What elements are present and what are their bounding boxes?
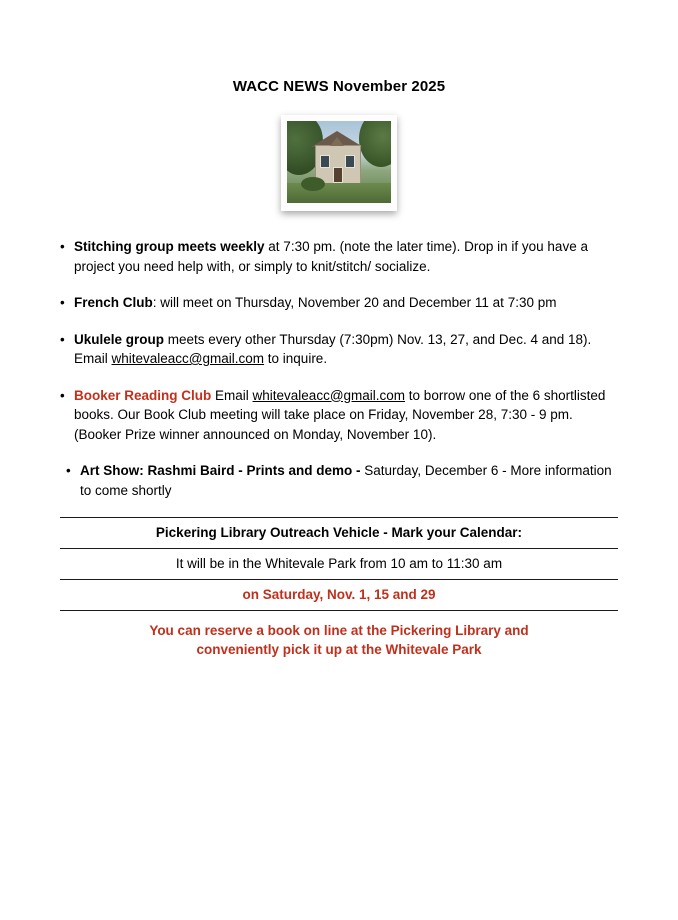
email-link[interactable]: whitevaleacc@gmail.com bbox=[252, 387, 406, 403]
email-link[interactable]: whitevaleacc@gmail.com bbox=[111, 351, 265, 366]
list-item-text bbox=[80, 461, 618, 500]
list-item-lead: Ukulele group bbox=[74, 331, 165, 347]
list-item-body: at 7:30 pm. (note the later time). Drop in if you have a project you need help with, or simply to knit/stitch/ socialize. bbox=[74, 239, 588, 274]
list-item bbox=[60, 461, 618, 500]
list-item bbox=[60, 386, 618, 445]
community-centre-photo bbox=[287, 121, 391, 203]
list-item-lead: Booker Reading Club bbox=[74, 387, 212, 403]
list-item-text bbox=[74, 237, 618, 276]
header-image-container bbox=[60, 115, 618, 211]
list-item bbox=[60, 293, 618, 313]
bush-shape bbox=[301, 177, 325, 191]
newsletter-page bbox=[0, 78, 678, 920]
window-shape bbox=[345, 155, 355, 168]
page-title: WACC NEWS November 2025 bbox=[232, 78, 446, 95]
bullet-marker: • bbox=[60, 295, 65, 310]
outreach-dates: on Saturday, Nov. 1, 15 and 29 bbox=[242, 587, 436, 602]
outreach-heading: Pickering Library Outreach Vehicle - Mark your Calendar: bbox=[155, 525, 523, 540]
list-item-lead: Art Show: Rashmi Baird - Prints and demo - bbox=[80, 463, 361, 478]
door-shape bbox=[333, 167, 343, 183]
list-item-text bbox=[74, 386, 618, 445]
list-item-body: : will meet on Thursday, November 20 and December 11 at 7:30 pm bbox=[152, 295, 557, 310]
list-item-body: Saturday, December 6 - More information to come shortly bbox=[80, 463, 612, 498]
bullet-marker: • bbox=[66, 463, 71, 478]
list-item-lead: French Club bbox=[74, 295, 153, 310]
bullet-marker: • bbox=[60, 239, 65, 254]
dormer-shape bbox=[330, 137, 344, 146]
list-item-body: Email bbox=[211, 387, 253, 403]
list-item-body-tail: to borrow one of the 6 shortlisted books. Our Book Club meeting will take place on Friday, November 28, 7:30 - 9 pm. (Booker Prize winner announced on Monday, November 10). bbox=[74, 387, 606, 442]
tree-icon bbox=[359, 121, 391, 167]
list-item bbox=[60, 330, 618, 369]
photo-frame bbox=[281, 115, 397, 211]
list-item-body-tail: to inquire. bbox=[264, 351, 328, 366]
list-item-lead: Stitching group meets weekly bbox=[74, 239, 265, 254]
list-item-body: meets every other Thursday (7:30pm) Nov. 13, 27, and Dec. 4 and 18). Email bbox=[74, 331, 592, 366]
bullet-marker: • bbox=[60, 387, 65, 403]
outreach-closing bbox=[60, 611, 618, 659]
outreach-detail: It will be in the Whitevale Park from 10 am to 11:30 am bbox=[175, 556, 503, 571]
outreach-closing-line-2: conveniently pick it up at the Whitevale Park bbox=[196, 642, 482, 657]
list-item-text bbox=[74, 293, 618, 313]
bullet-marker: • bbox=[60, 331, 65, 347]
announcement-list bbox=[60, 237, 618, 500]
window-shape bbox=[320, 155, 330, 168]
list-item bbox=[60, 237, 618, 276]
list-item-text bbox=[74, 330, 618, 369]
outreach-closing-line-1: You can reserve a book on line at the Pickering Library and bbox=[149, 623, 529, 638]
outreach-section bbox=[60, 517, 618, 659]
